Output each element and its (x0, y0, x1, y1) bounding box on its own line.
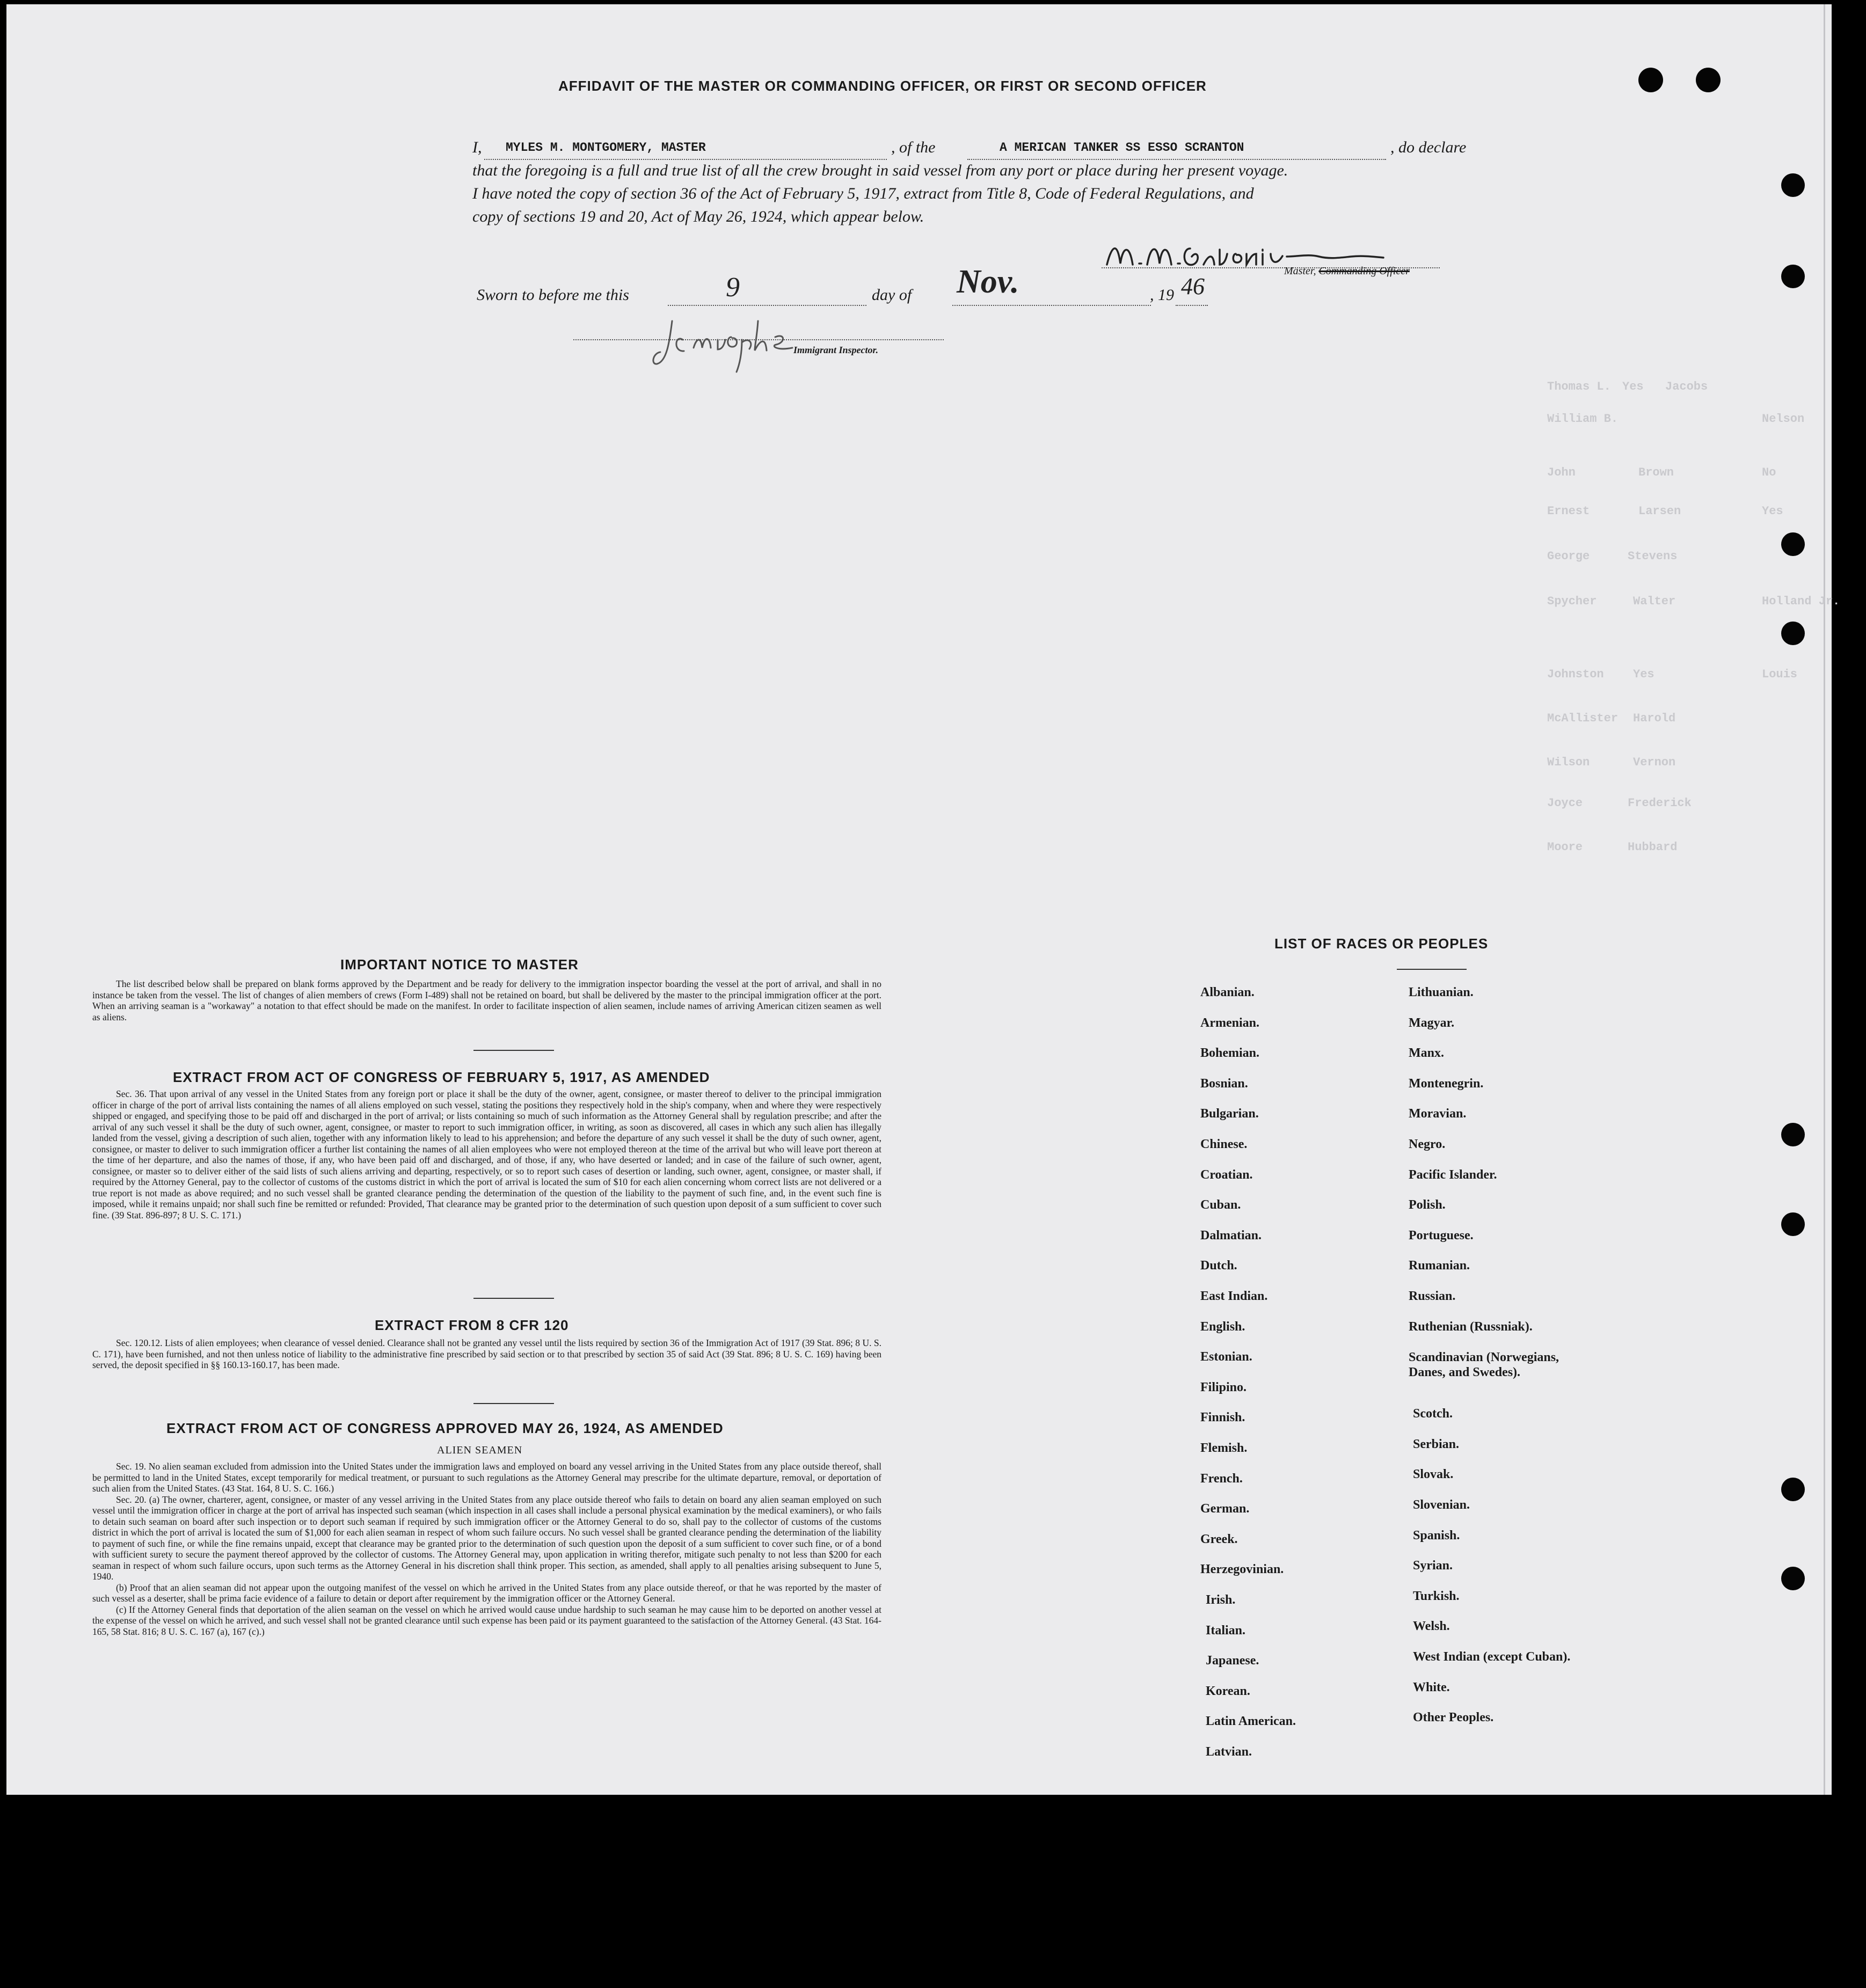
ghost-text: Walter (1633, 595, 1676, 608)
ghost-text: George (1547, 550, 1590, 563)
sec-20c-paragraph: (c) If the Attorney General finds that deportation of the alien seaman on the vessel on which he arrived would cause undue hardship to such seaman he may cause him to be deported on another vessel at the expense of the vessel on which he arrived, and such vessel shall not be granted clearance until such expense has been paid or its payment guaranteed to the satisfaction of the Attorney General. (43 Stat. 164-165, 58 Stat. 816; 8 U. S. C. 167 (a), 167 (c).) (92, 1604, 881, 1637)
sworn-day-value: 9 (726, 272, 740, 303)
inspector-signature (651, 310, 844, 375)
race-item-left: Italian. (1206, 1623, 1246, 1638)
race-item-right: Welsh. (1413, 1619, 1450, 1634)
race-item-left: Japanese. (1206, 1654, 1259, 1668)
race-item-left: Finnish. (1200, 1410, 1245, 1425)
ghost-text: Thomas L. (1547, 380, 1611, 393)
ghost-text: Frederick (1628, 796, 1692, 810)
sec-20b-paragraph: (b) Proof that an alien seaman did not appear upon the outgoing manifest of the vessel on which he arrived in the United States from any place outside thereof, or that he was reported by the master of such vessel as a deserter, shall be prima facie evidence of a failure to detain or deport after requirement by the immigration officer or the Attorney General. (92, 1582, 881, 1604)
ghost-text: McAllister (1547, 712, 1619, 725)
race-item-right: Magyar. (1409, 1015, 1455, 1030)
race-item-left: Greek. (1200, 1532, 1238, 1546)
race-item-left: Filipino. (1200, 1380, 1247, 1394)
race-item-right: Negro. (1409, 1137, 1446, 1151)
races-title: LIST OF RACES OR PEOPLES (1274, 935, 1489, 952)
master-name-field: MYLES M. MONTGOMERY, MASTER (506, 141, 706, 155)
race-item-right: Spanish. (1413, 1528, 1460, 1543)
race-item-left: Latin American. (1206, 1714, 1296, 1729)
affidavit-line-3: I have noted the copy of section 36 of the Act of February 5, 1917, extract from Title 8, Code of Federal Regulations, and (472, 185, 1254, 202)
race-item-right: Scandinavian (Norwegians, Danes, and Swedes). (1409, 1350, 1559, 1380)
affidavit-title: AFFIDAVIT OF THE MASTER OR COMMANDING OFFICER, OR FIRST OR SECOND OFFICER (558, 78, 1207, 94)
extract-cfr-body: Sec. 120.12. Lists of alien employees; when clearance of vessel denied. Clearance shall not be granted any vessel until the lists required by section 36 of the Immigration Act of 1917 (39 Stat. 896; 8 U. S. C. 171), have been furnished, and not then unless notice of liability to the administrative fine prescribed by said section or to that prescribed by section 35 of said Act (39 Stat. 896; 8 U. S. C. 169) having been served, the deposit specified in §§ 160.13-160.17, has been made. (92, 1337, 881, 1370)
binder-hole (1781, 1123, 1805, 1146)
sec-20a-paragraph: Sec. 20. (a) The owner, charterer, agent, consignee, or master of any vessel arriving in the United States from any place outside thereof who fails to detain on board any alien seaman employed on such vessel until the immigration officer in charge at the port of arrival has inspected such seaman (which inspection in all cases shall include a personal physical examination by the medical examiners), or who fails to detain such seaman on board after such inspection or to deport such seaman if required by such immigration officer or the Attorney General to do so, shall pay to the collector of customs of the customs district in which the port of arrival is located the sum of $1,000 for each alien seaman in respect of whom such failure occurs. No such vessel shall be granted clearance pending the determination of the liability to payment of such fine, or while the fine remains unpaid, except that clearance may be granted prior to the determination of such question upon the deposit of a sum sufficient to cover such fine, or of a bond with sufficient surety to secure the payment thereof approved by the collector of customs. The Attorney General may, upon application in writing therefor, mitigate such penalty to not less than $200 for each seaman in respect of whom such failure occurs, upon such terms as the Attorney General in his discretion shall think proper. This section, as amended, shall apply to all penalties arising subsequent to June 5, 1940. (92, 1494, 881, 1582)
race-item-left: Cuban. (1200, 1198, 1241, 1212)
sworn-month-line (952, 305, 1151, 306)
race-item-left: Herzegovinian. (1200, 1562, 1284, 1577)
ghost-text: Johnston (1547, 668, 1604, 681)
race-item-right: Manx. (1409, 1046, 1444, 1061)
ghost-text: Vernon (1633, 756, 1676, 769)
race-item-left: English. (1200, 1319, 1245, 1334)
race-item-left: Armenian. (1200, 1015, 1259, 1030)
race-item-right: Ruthenian (Russniak). (1409, 1319, 1533, 1334)
binder-hole (1781, 1478, 1805, 1501)
extract-1917-body: Sec. 36. That upon arrival of any vessel in the United States from any foreign port or place it shall be the duty of the owner, agent, consignee, or master thereof to deliver to the principal immigration officer in charge of the port of arrival lists containing the names of all aliens employed on such vessel, stating the positions they respectively hold in the ship's company, when and where they were respectively shipped or engaged, and specifying those to be paid off and discharged in the port of arrival; or lists containing so much of such information as the Attorney General shall by regulation prescribe; and after the arrival of any such vessel it shall be the duty of such owner, agent, consignee, or master to report to such immigration officer, in writing, as soon as discovered, all cases in which any such alien has illegally landed from the vessel, giving a description of such alien, together with any information likely to lead to his apprehension; and before the departure of any such vessel it shall be the duty of such owner, agent, consignee, or master to deliver to such immigration officer a further list containing the names of all alien employees who were not employed thereon at the time of the arrival but who will leave port thereon at the time of her departure, and also the names of those, if any, who have been paid off and discharged, and of those, if any, who have deserted or landed; and in case of the failure of such owner, agent, consignee, or master so to deliver either of the said lists of such aliens arriving and departing, respectively, or so to report such cases of desertion or landing, such owner, agent, consignee, or master shall, if required by the Attorney General, pay to the collector of customs of the customs district in which the port of arrival is located the sum of $10 for each alien concerning whom correct lists are not delivered or a true report is not made as above required; and no such vessel shall be granted clearance pending the determination of the question of the liability to the payment of such fine, and, in the event such fine is imposed, while it remains unpaid; nor shall such fine be remitted or refunded: Provided, That clearance may be granted prior to the determination of such question upon deposit of a sum sufficient to cover such fine. (39 Stat. 896-897; 8 U. S. C. 171.) (92, 1088, 881, 1220)
margin-rule (1824, 4, 1825, 1795)
extract-1924-body (92, 1461, 881, 1637)
ghost-text: John (1547, 466, 1576, 479)
ghost-text: Yes (1762, 505, 1783, 518)
ghost-text: Wilson (1547, 756, 1590, 769)
day-of-label: day of (872, 286, 912, 304)
ghost-text: Hubbard (1628, 840, 1678, 854)
race-item-right: Russian. (1409, 1289, 1456, 1303)
sworn-year-line (1176, 305, 1208, 306)
ghost-text: Spycher (1547, 595, 1597, 608)
race-item-right: West Indian (except Cuban). (1413, 1650, 1571, 1664)
binder-hole (1638, 68, 1663, 92)
races-divider (1397, 969, 1467, 970)
race-item-left: Estonian. (1200, 1350, 1252, 1364)
ghost-text: Louis (1762, 668, 1798, 681)
notice-body: The list described below shall be prepared on blank forms approved by the Department and be ready for delivery to the immigration inspector boarding the vessel at the port of arrival, and shall in no instance be taken from the vessel. The list of changes of alien members of crews (Form I-489) shall not be retained on board, but shall be delivered by the master to the principal immigration officer at the port. When an arriving seaman is a "workaway" a notation to that effect should be made on the manifest. In order to facilitate inspection of alien seamen, include names of arriving American citizen seamen as well as aliens. (92, 978, 881, 1022)
section-divider (473, 1298, 554, 1299)
race-item-right: Syrian. (1413, 1559, 1453, 1573)
ghost-text: Brown (1638, 466, 1674, 479)
sworn-day-line (668, 305, 866, 306)
race-item-right: Slovenian. (1413, 1498, 1470, 1512)
vessel-name-field: A MERICAN TANKER SS ESSO SCRANTON (1000, 141, 1244, 155)
binder-hole (1781, 532, 1805, 556)
ghost-text: Yes (1633, 668, 1654, 681)
notice-title: IMPORTANT NOTICE TO MASTER (340, 956, 579, 973)
affidavit-line-4: copy of sections 19 and 20, Act of May 26, 1924, which appear below. (472, 208, 924, 225)
binder-hole (1781, 622, 1805, 645)
sworn-label: Sworn to before me this (477, 286, 629, 304)
master-caption-label: Master, (1284, 265, 1316, 277)
race-item-right: Scotch. (1413, 1407, 1453, 1421)
binder-hole (1781, 173, 1805, 197)
ghost-text: No (1762, 466, 1776, 479)
race-item-left: East Indian. (1200, 1289, 1268, 1303)
race-item-left: Bosnian. (1200, 1076, 1248, 1091)
race-item-left: Bohemian. (1200, 1046, 1260, 1061)
race-item-right: Pacific Islander. (1409, 1167, 1497, 1182)
race-item-left: German. (1200, 1502, 1250, 1516)
ghost-text: Ernest (1547, 505, 1590, 518)
ghost-text: Stevens (1628, 550, 1678, 563)
race-item-left: Latvian. (1206, 1745, 1252, 1759)
ghost-text: Jacobs (1665, 380, 1708, 393)
race-item-left: Korean. (1206, 1684, 1250, 1698)
race-item-right: Lithuanian. (1409, 985, 1474, 999)
race-item-left: Dalmatian. (1200, 1228, 1262, 1242)
extract-1917-title: EXTRACT FROM ACT OF CONGRESS OF FEBRUARY 5, 1917, AS AMENDED (173, 1069, 710, 1085)
affidavit-line-2: that the foregoing is a full and true list of all the crew brought in said vessel from any port or place during her present voyage. (472, 162, 1288, 179)
inspector-caption: Immigrant Inspector. (793, 345, 879, 355)
race-item-left: Croatian. (1200, 1167, 1253, 1182)
race-item-right: Turkish. (1413, 1589, 1460, 1603)
race-item-right: Serbian. (1413, 1437, 1460, 1451)
ghost-text: Joyce (1547, 796, 1583, 810)
race-item-left: Irish. (1206, 1593, 1236, 1607)
extract-cfr-title: EXTRACT FROM 8 CFR 120 (375, 1317, 569, 1333)
race-item-left: Dutch. (1200, 1259, 1237, 1273)
sworn-month-value: Nov. (957, 264, 1019, 300)
master-caption-struck: Commanding Officer (1318, 265, 1410, 277)
race-item-left: French. (1200, 1471, 1243, 1486)
ghost-text: Yes (1622, 380, 1644, 393)
race-item-right: Portuguese. (1409, 1228, 1474, 1242)
section-divider (473, 1050, 554, 1051)
ghost-text: Moore (1547, 840, 1583, 854)
sec-19-paragraph: Sec. 19. No alien seaman excluded from admission into the United States under the immigration laws and employed on board any vessel arriving in the United States from any place outside thereof, shall be permitted to land in the United States, except temporarily for medical treatment, or pursuant to such regulations as the Attorney General may prescribe for the ultimate departure, removal, or deportation of such alien from the United States. (43 Stat. 164, 8 U. S. C. 166.) (92, 1461, 881, 1494)
race-item-right: Other Peoples. (1413, 1711, 1494, 1725)
master-caption (1284, 265, 1410, 277)
document-page (6, 4, 1840, 1795)
race-item-right: White. (1413, 1680, 1450, 1694)
race-item-right: Slovak. (1413, 1467, 1454, 1482)
race-item-right: Polish. (1409, 1198, 1446, 1212)
ghost-text: Nelson (1762, 412, 1805, 426)
section-divider (473, 1403, 554, 1404)
race-item-left: Bulgarian. (1200, 1107, 1259, 1121)
sworn-year-value: 46 (1181, 273, 1205, 299)
inspector-signature-line (573, 339, 944, 340)
binder-hole (1781, 1212, 1805, 1236)
race-item-right: Rumanian. (1409, 1259, 1470, 1273)
do-declare-label: , do declare (1390, 138, 1467, 156)
extract-1924-title: EXTRACT FROM ACT OF CONGRESS APPROVED MAY 26, 1924, AS AMENDED (166, 1420, 724, 1436)
race-item-right: Moravian. (1409, 1107, 1467, 1121)
ghost-text: William B. (1547, 412, 1619, 426)
of-the-label: , of the (891, 138, 936, 156)
ghost-text: Harold (1633, 712, 1676, 725)
year-prefix-label: , 19 (1150, 286, 1174, 304)
race-item-left: Chinese. (1200, 1137, 1248, 1151)
binder-hole (1781, 265, 1805, 288)
extract-1924-subtitle: ALIEN SEAMEN (437, 1444, 523, 1456)
ghost-text: Holland Jr. (1762, 595, 1840, 608)
master-name-line (484, 159, 887, 160)
race-item-right: Montenegrin. (1409, 1076, 1484, 1091)
binder-hole (1696, 68, 1721, 92)
vessel-name-line (967, 159, 1386, 160)
affidavit-i-label: I, (472, 138, 482, 156)
race-item-left: Albanian. (1200, 985, 1255, 999)
race-item-left: Flemish. (1200, 1441, 1248, 1455)
binder-hole (1781, 1567, 1805, 1590)
ghost-text: Larsen (1638, 505, 1681, 518)
